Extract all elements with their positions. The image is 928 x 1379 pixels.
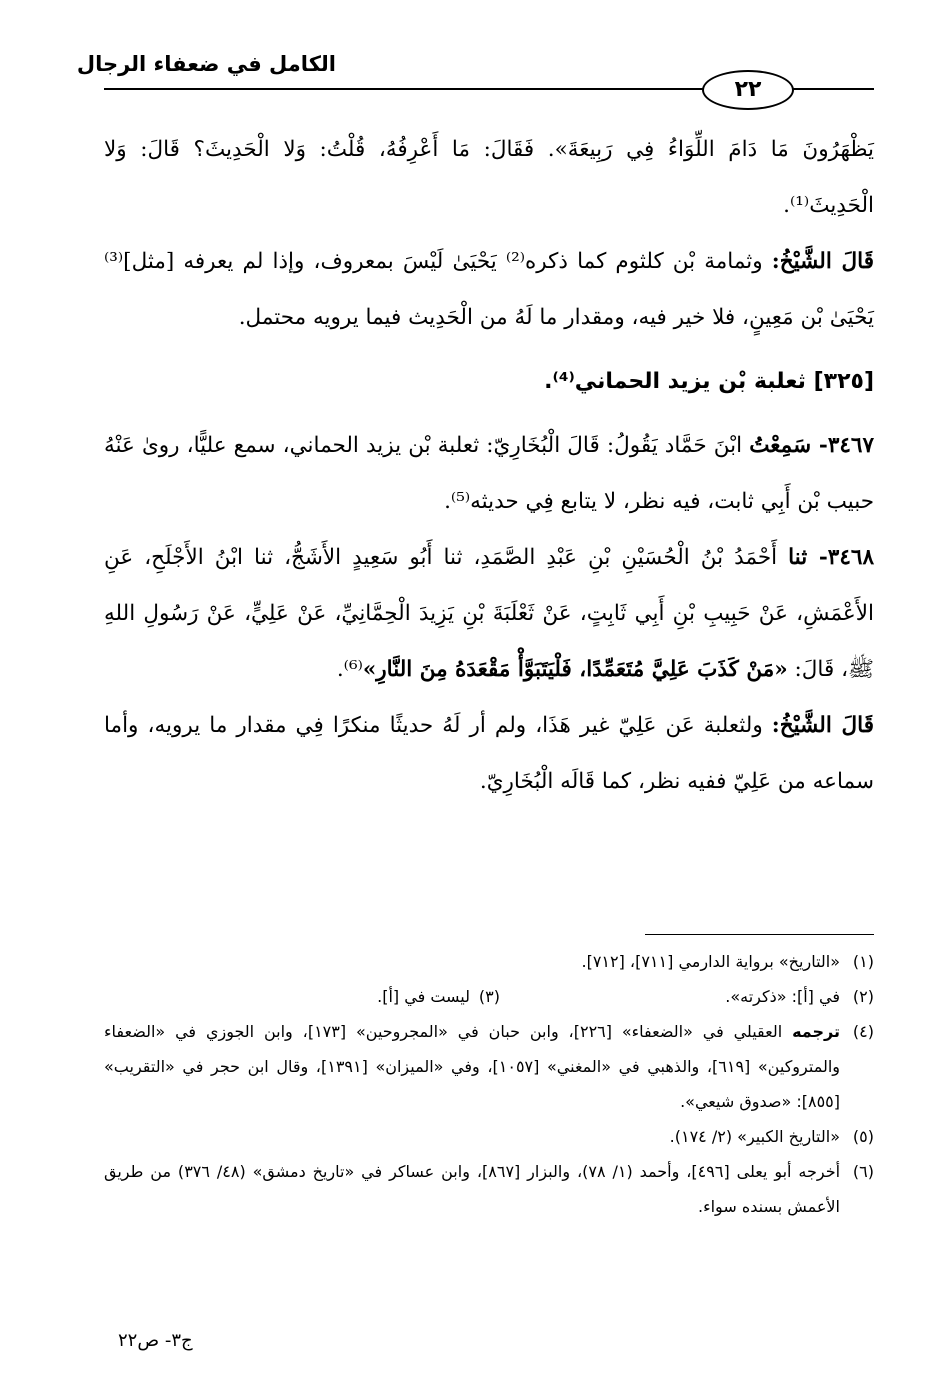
footnote-4-number: (٤)	[852, 1022, 874, 1041]
paragraph-2-text: وثمامة بْن كلثوم كما ذكره⁽²⁾ يَحْيَىٰ لَيْسَ بمعروف، وإذا لم يعرفه [مثل]⁽³⁾ يَحْيَىٰ بْن مَعِينٍ، فلا خير فيه، ومقدار ما لَهُ من الْحَدِيث فيما يرويه محتمل.	[104, 249, 874, 330]
paragraph-1	[104, 122, 874, 234]
sheikh-label-2: قَالَ الشَّيْخُ:	[771, 713, 874, 738]
paragraph-5	[104, 698, 874, 810]
footnote-rule	[645, 934, 874, 935]
paragraph-3-text: ابْنَ حَمَّاد يَقُولُ: قَالَ الْبُخَارِيّ: ثعلبة بْن يزيد الحماني، سمع عليًّا، روىٰ عَنْهُ حبيب بْن أَبِي ثابت، فيه نظر، لا يتابع فِي حديثه⁽⁵⁾.	[104, 433, 874, 514]
footnote-5	[104, 1119, 874, 1154]
footnote-5-number: (٥)	[852, 1127, 874, 1146]
paragraph-5-text: ولثعلبة عَن عَلِيّ غير هَذَا، ولم أر لَهُ حديثًا منكرًا فِي مقدار ما يرويه، وأما سماعه من عَلِيّ ففيه نظر، كما قَالَه الْبُخَارِيّ.	[104, 713, 874, 794]
footnote-row-2-3	[104, 979, 874, 1014]
running-title: الكامل في ضعفاء الرجال	[76, 52, 336, 76]
footnote-5-text: «التاريخ الكبير» (٢/ ١٧٤).	[669, 1127, 840, 1146]
main-text	[104, 122, 874, 810]
paragraph-2	[104, 234, 874, 346]
hadith-quote: «مَنْ كَذَبَ عَلِيَّ مُتَعَمِّدًا، فَلْيَتَبَوَّأْ مَقْعَدَهُ مِنَ النَّارِ»	[362, 657, 788, 682]
paragraph-3	[104, 418, 874, 530]
footnotes	[104, 944, 874, 1224]
page-number-badge: ٢٢	[702, 70, 794, 110]
footnote-6-number: (٦)	[852, 1162, 874, 1181]
entry-heading: [٣٢٥] ثعلبة بْن يزيد الحماني⁽⁴⁾.	[544, 369, 874, 394]
footnote-6-text: أخرجه أبو يعلى [٤٩٦]، وأحمد (١/ ٧٨)، والبزار [٨٦٧]، وابن عساكر في «تاريخ دمشق» (٤٨/ ٣٧٦) من طريق الأعمش بسنده سواء.	[104, 1162, 841, 1216]
footnote-6	[104, 1154, 874, 1224]
footnote-1-number: (١)	[852, 952, 874, 971]
paragraph-4-text: أَحْمَدُ بْنُ الْحُسَيْنِ بْنِ عَبْدِ الصَّمَدِ، ثنا أَبُو سَعِيدٍ الأَشَجُّ، ثنا ابْنُ الأَجْلَحِ، عَنِ الأَعْمَشِ، عَنْ حَبِيبِ بْنِ أَبِي ثَابِتٍ، عَنْ ثَعْلَبَةَ بْنِ يَزِيدَ الْحِمَّانِيِّ، عَنْ عَلِيٍّ، عَنْ رَسُولِ اللهِ ﷺ، قَالَ:	[104, 545, 874, 682]
footnote-2-number: (٢)	[852, 987, 874, 1006]
footnote-4-label: ترجمه	[792, 1022, 840, 1041]
paragraph-4	[104, 530, 874, 698]
hadith-number-3467: ٣٤٦٧- سَمِعْتُ	[749, 433, 875, 458]
footnote-3-text: ليست في [أ].	[377, 987, 470, 1006]
paragraph-4-end: ⁽⁶⁾.	[336, 657, 363, 682]
footnote-4-text: العقيلي في «الضعفاء» [٢٢٦]، وابن حبان في «المجروحين» [١٧٣]، وابن الجوزي في «الضعفاء والمتروكين» [٦١٩]، والذهبي في «المغني» [١٠٥٧]، وفي «الميزان» [١٣٩١]، وقال ابن حجر في «التقريب» [٨٥٥]: «صدوق شيعي».	[104, 1022, 840, 1111]
footnote-2	[500, 979, 874, 1014]
paragraph-1-text: يَظْهَرُونَ مَا دَامَ اللِّوَاءُ فِي رَبِيعَةَ». فَقَالَ: مَا أَعْرِفُهُ، قُلْتُ: وَلا الْحَدِيثَ؟ قَالَ: وَلا الْحَدِيثَ⁽¹⁾.	[104, 137, 874, 218]
footnote-3-number: (٣)	[478, 987, 500, 1006]
footnote-1	[104, 944, 874, 979]
hadith-number-3468: ٣٤٦٨- ثنا	[788, 545, 874, 570]
footnote-1-text: «التاريخ» برواية الدارمي [٧١١]، [٧١٢].	[581, 952, 840, 971]
footnote-2-text: في [أ]: «ذكرته».	[725, 987, 840, 1006]
sheikh-label: قَالَ الشَّيْخُ:	[771, 249, 875, 274]
footnote-4	[104, 1014, 874, 1119]
page-indicator: ج٣- ص٢٢	[118, 1330, 193, 1351]
footnote-3	[150, 979, 500, 1014]
